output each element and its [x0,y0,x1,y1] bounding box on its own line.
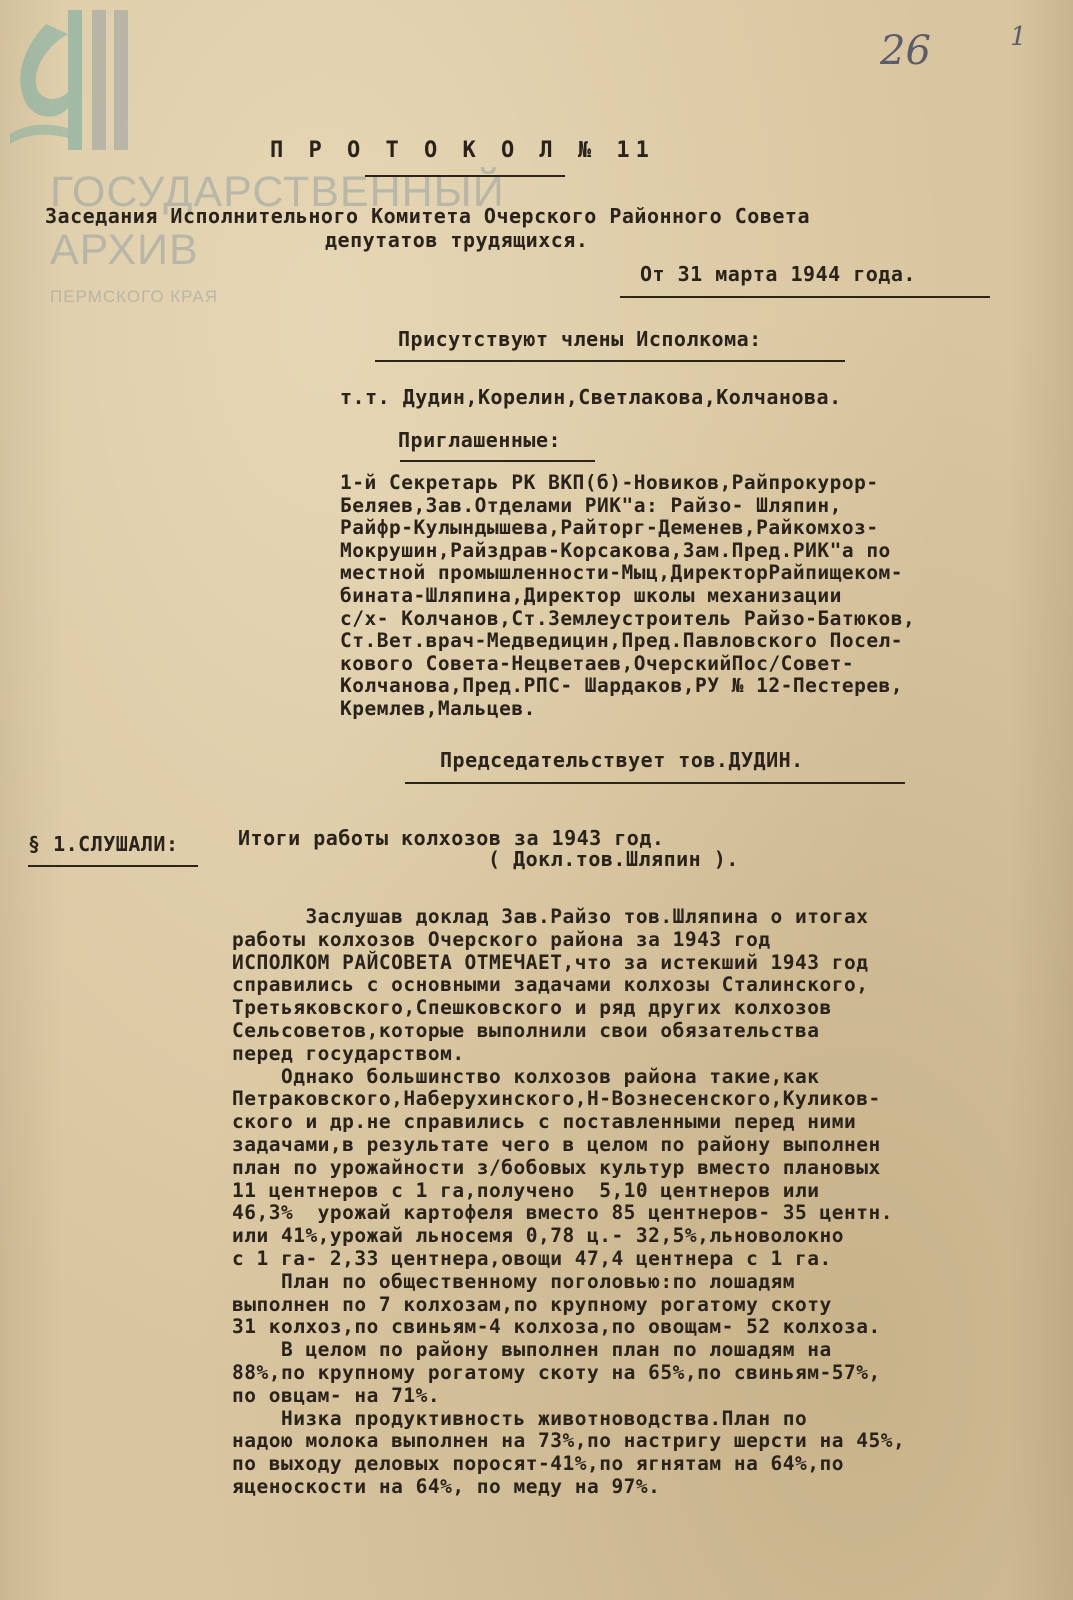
title-underline [365,175,565,177]
sheet-mark-note: 1 [1010,22,1027,52]
archive-logo-icon [6,4,146,154]
watermark-line2: АРХИВ [50,226,199,274]
section-topic: Итоги работы колхозов за 1943 год. [238,826,665,850]
date-underline [620,296,990,298]
invited-heading: Приглашенные: [398,428,562,452]
section-heard-label: § 1.СЛУШАЛИ: [28,832,179,856]
section-body-text: Заслушав доклад Зав.Райзо тов.Шляпина о итогах работы колхозов Очерского района за 1943 год ИСПОЛКОМ РАЙСОВЕТА ОТМЕЧАЕТ,что за истекший 1943 год справились с основными задачами колхозы Сталинского, Третьяковского,Спешковского и ряд других колхозов Сельсоветов,которые выполнили свои обязательства перед государством. Однако большинство колхозов района такие,как Петраковского,Наберухинского,Н-Вознесенского,Куликов- ского и др.не справились с поставленными перед ними задачами,в результате чего в целом по району выполнен план по урожайности з/бобовых культур вместо плановых 11 центнеров с 1 га,получено 5,10 центнеров или 46,3% урожай картофеля вместо 85 центнеров- 35 центн. или 41%,урожай льносемя 0,78 ц.- 32,5%,льноволокно с 1 га- 2,33 центнера,овощи 47,4 центнера с 1 га. План по общественному поголовью:по лошадям выполнен по 7 колхозам,по крупному рогатому скоту 31 колхоз,по свиньям-4 колхоза,по овощам- 52 колхоза. В целом по району выполнен план по лошадям на 88%,по крупному рогатому скоту на 65%,по свиньям-57%, по овцам- на 71%. Низка продуктивность животноводства.План по надою молока выполнен на 73%,по настригу шерсти на 45%, по выходу деловых поросят-41%,по ягнятам на 64%,по яценоскости на 64%, по меду на 97%. [232,905,906,1498]
present-heading-underline [375,360,845,362]
document-title: П Р О Т О К О Л № 11 [270,138,655,163]
chairperson: Председательствует тов.ДУДИН. [440,748,804,772]
heard-label-underline [28,865,198,867]
page-number-note: 26 [880,28,931,74]
section-reporter: ( Докл.тов.Шляпин ). [488,847,739,871]
document-subtitle-line1: Заседания Исполнительного Комитета Очерского Районного Совета [45,204,811,228]
watermark-line3: ПЕРМСКОГО КРАЯ [50,287,218,306]
invited-list: 1-й Секретарь РК ВКП(б)-Новиков,Райпрокурор- Беляев,Зав.Отделами РИК"а: Райзо- Шляпин, Райфр-Кулындышева,Райторг-Деменев,Райкомхоз- Мокрушин,Райздрав-Корсакова,Зам.Пред.РИК"а по местной промышленности-Мыц,ДиректорРайпищеком- бината-Шляпина,Директор школы механизации с/х- Колчанов,Ст.Землеустроитель Райзо-Батюков, Ст.Вет.врач-Медведицин,Пред.Павловского Посел- кового Совета-Нецветаев,ОчерскийПос/Совет- Колчанова,Пред.РПС- Шардаков,РУ № 12-Пестерев, Кремлев,Мальцев. [340,471,916,720]
present-members: т.т. Дудин,Корелин,Светлакова,Колчанова. [340,385,842,409]
invited-heading-underline [400,460,595,462]
chair-underline [405,782,905,784]
meeting-date: От 31 марта 1944 года. [640,262,916,286]
document-subtitle-line2: депутатов трудящихся. [325,228,589,252]
watermark-line1: ГОСУДАРСТВЕННЫЙ [50,168,505,216]
present-heading: Присутствуют члены Исполкома: [398,327,762,351]
